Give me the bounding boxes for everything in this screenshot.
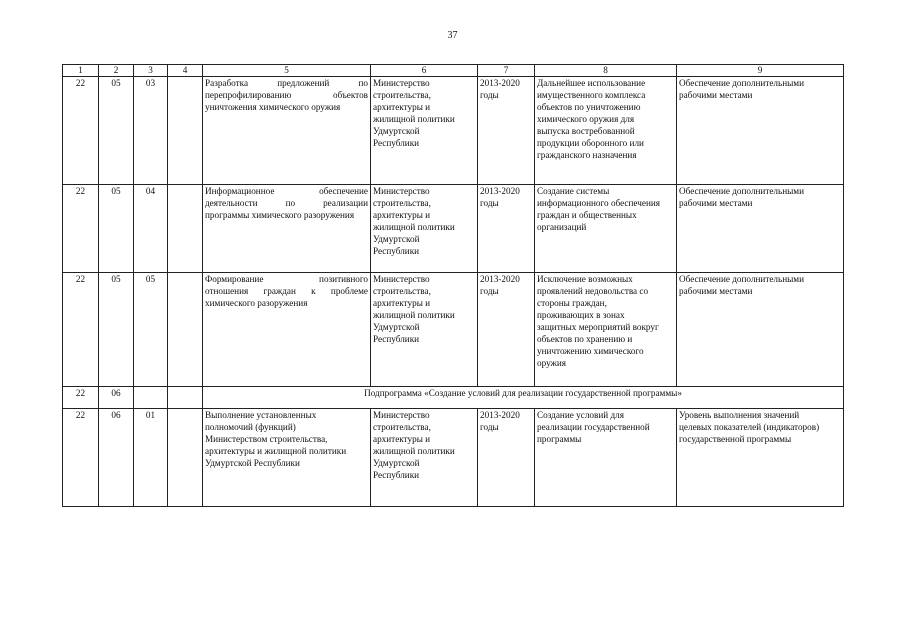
code-cell: 06 <box>99 409 134 507</box>
indicator-cell: Уровень выполнения значений целевых показателей (индикаторов) государственной программы <box>677 409 844 507</box>
indicator-cell: Обеспечение дополнительными рабочими местами <box>677 77 844 185</box>
table-row <box>63 185 844 273</box>
period-cell: 2013-2020 годы <box>478 409 535 507</box>
code-cell <box>168 185 203 273</box>
measure-name-line: Разработка предложений по <box>205 78 368 88</box>
code-cell: 06 <box>99 387 134 409</box>
code-cell: 05 <box>99 77 134 185</box>
header-row <box>63 65 844 77</box>
ministry-cell: Министерство строительства, архитектуры и жилищной политики Удмуртской Республики <box>371 77 478 185</box>
code-cell <box>168 77 203 185</box>
indicator-cell: Обеспечение дополнительными рабочими местами <box>677 185 844 273</box>
header-cell: 6 <box>371 65 478 77</box>
code-cell: 03 <box>134 77 168 185</box>
table-row <box>63 273 844 387</box>
measure-name-line: уничтожения химического оружия <box>205 102 341 112</box>
subprogram-row <box>63 387 844 409</box>
ministry-cell: Министерство строительства, архитектуры и жилищной политики Удмуртской Республики <box>371 273 478 387</box>
ministry-cell: Министерство строительства, архитектуры и жилищной политики Удмуртской Республики <box>371 409 478 507</box>
measure-name-cell <box>203 273 371 387</box>
measure-name-cell <box>203 185 371 273</box>
code-cell <box>168 273 203 387</box>
code-cell: 22 <box>63 387 99 409</box>
result-cell: Создание условий для реализации государственной программы <box>535 409 677 507</box>
table-row <box>63 77 844 185</box>
measure-name-line: Информационное обеспечение <box>205 186 368 196</box>
code-cell: 22 <box>63 77 99 185</box>
code-cell: 05 <box>134 273 168 387</box>
code-cell: 22 <box>63 409 99 507</box>
header-cell: 2 <box>99 65 134 77</box>
measure-name-line: перепрофилированию объектов <box>205 90 368 100</box>
code-cell: 01 <box>134 409 168 507</box>
result-cell: Исключение возможных проявлений недовольства со стороны граждан, проживающих в зонах защитных мероприятий вокруг объектов по хранению и уничтожению химического оружия <box>535 273 677 387</box>
header-cell: 5 <box>203 65 371 77</box>
period-cell: 2013-2020 годы <box>478 77 535 185</box>
measure-name-line: отношения граждан к проблеме <box>205 286 368 296</box>
table-row <box>63 409 844 507</box>
measure-name-line: Формирование позитивного <box>205 274 368 284</box>
header-cell: 7 <box>478 65 535 77</box>
code-cell <box>168 409 203 507</box>
indicator-cell: Обеспечение дополнительными рабочими местами <box>677 273 844 387</box>
header-cell: 4 <box>168 65 203 77</box>
measure-name-line: программы химического разоружения <box>205 210 355 220</box>
measure-name-cell <box>203 77 371 185</box>
header-cell: 8 <box>535 65 677 77</box>
measure-name-line: химического разоружения <box>205 298 308 308</box>
code-cell <box>134 387 168 409</box>
code-cell: 05 <box>99 185 134 273</box>
ministry-cell: Министерство строительства, архитектуры и жилищной политики Удмуртской Республики <box>371 185 478 273</box>
code-cell: 05 <box>99 273 134 387</box>
code-cell: 22 <box>63 185 99 273</box>
header-cell: 3 <box>134 65 168 77</box>
code-cell <box>168 387 203 409</box>
period-cell: 2013-2020 годы <box>478 273 535 387</box>
subprogram-title: Подпрограмма «Создание условий для реализации государственной программы» <box>203 387 844 409</box>
measure-name-line: деятельности по реализации <box>205 198 368 208</box>
measure-name-cell: Выполнение установленных полномочий (функций) Министерством строительства, архитектуры и жилищной политики Удмуртской Республики <box>203 409 371 507</box>
program-table <box>62 64 844 507</box>
code-cell: 04 <box>134 185 168 273</box>
result-cell: Дальнейшее использование имущественного комплекса объектов по уничтожению химического оружия для выпуска востребованной продукции оборонного или гражданского назначения <box>535 77 677 185</box>
result-cell: Создание системы информационного обеспечения граждан и общественных организаций <box>535 185 677 273</box>
period-cell: 2013-2020 годы <box>478 185 535 273</box>
header-cell: 1 <box>63 65 99 77</box>
header-cell: 9 <box>677 65 844 77</box>
code-cell: 22 <box>63 273 99 387</box>
page-number: 37 <box>447 30 458 41</box>
